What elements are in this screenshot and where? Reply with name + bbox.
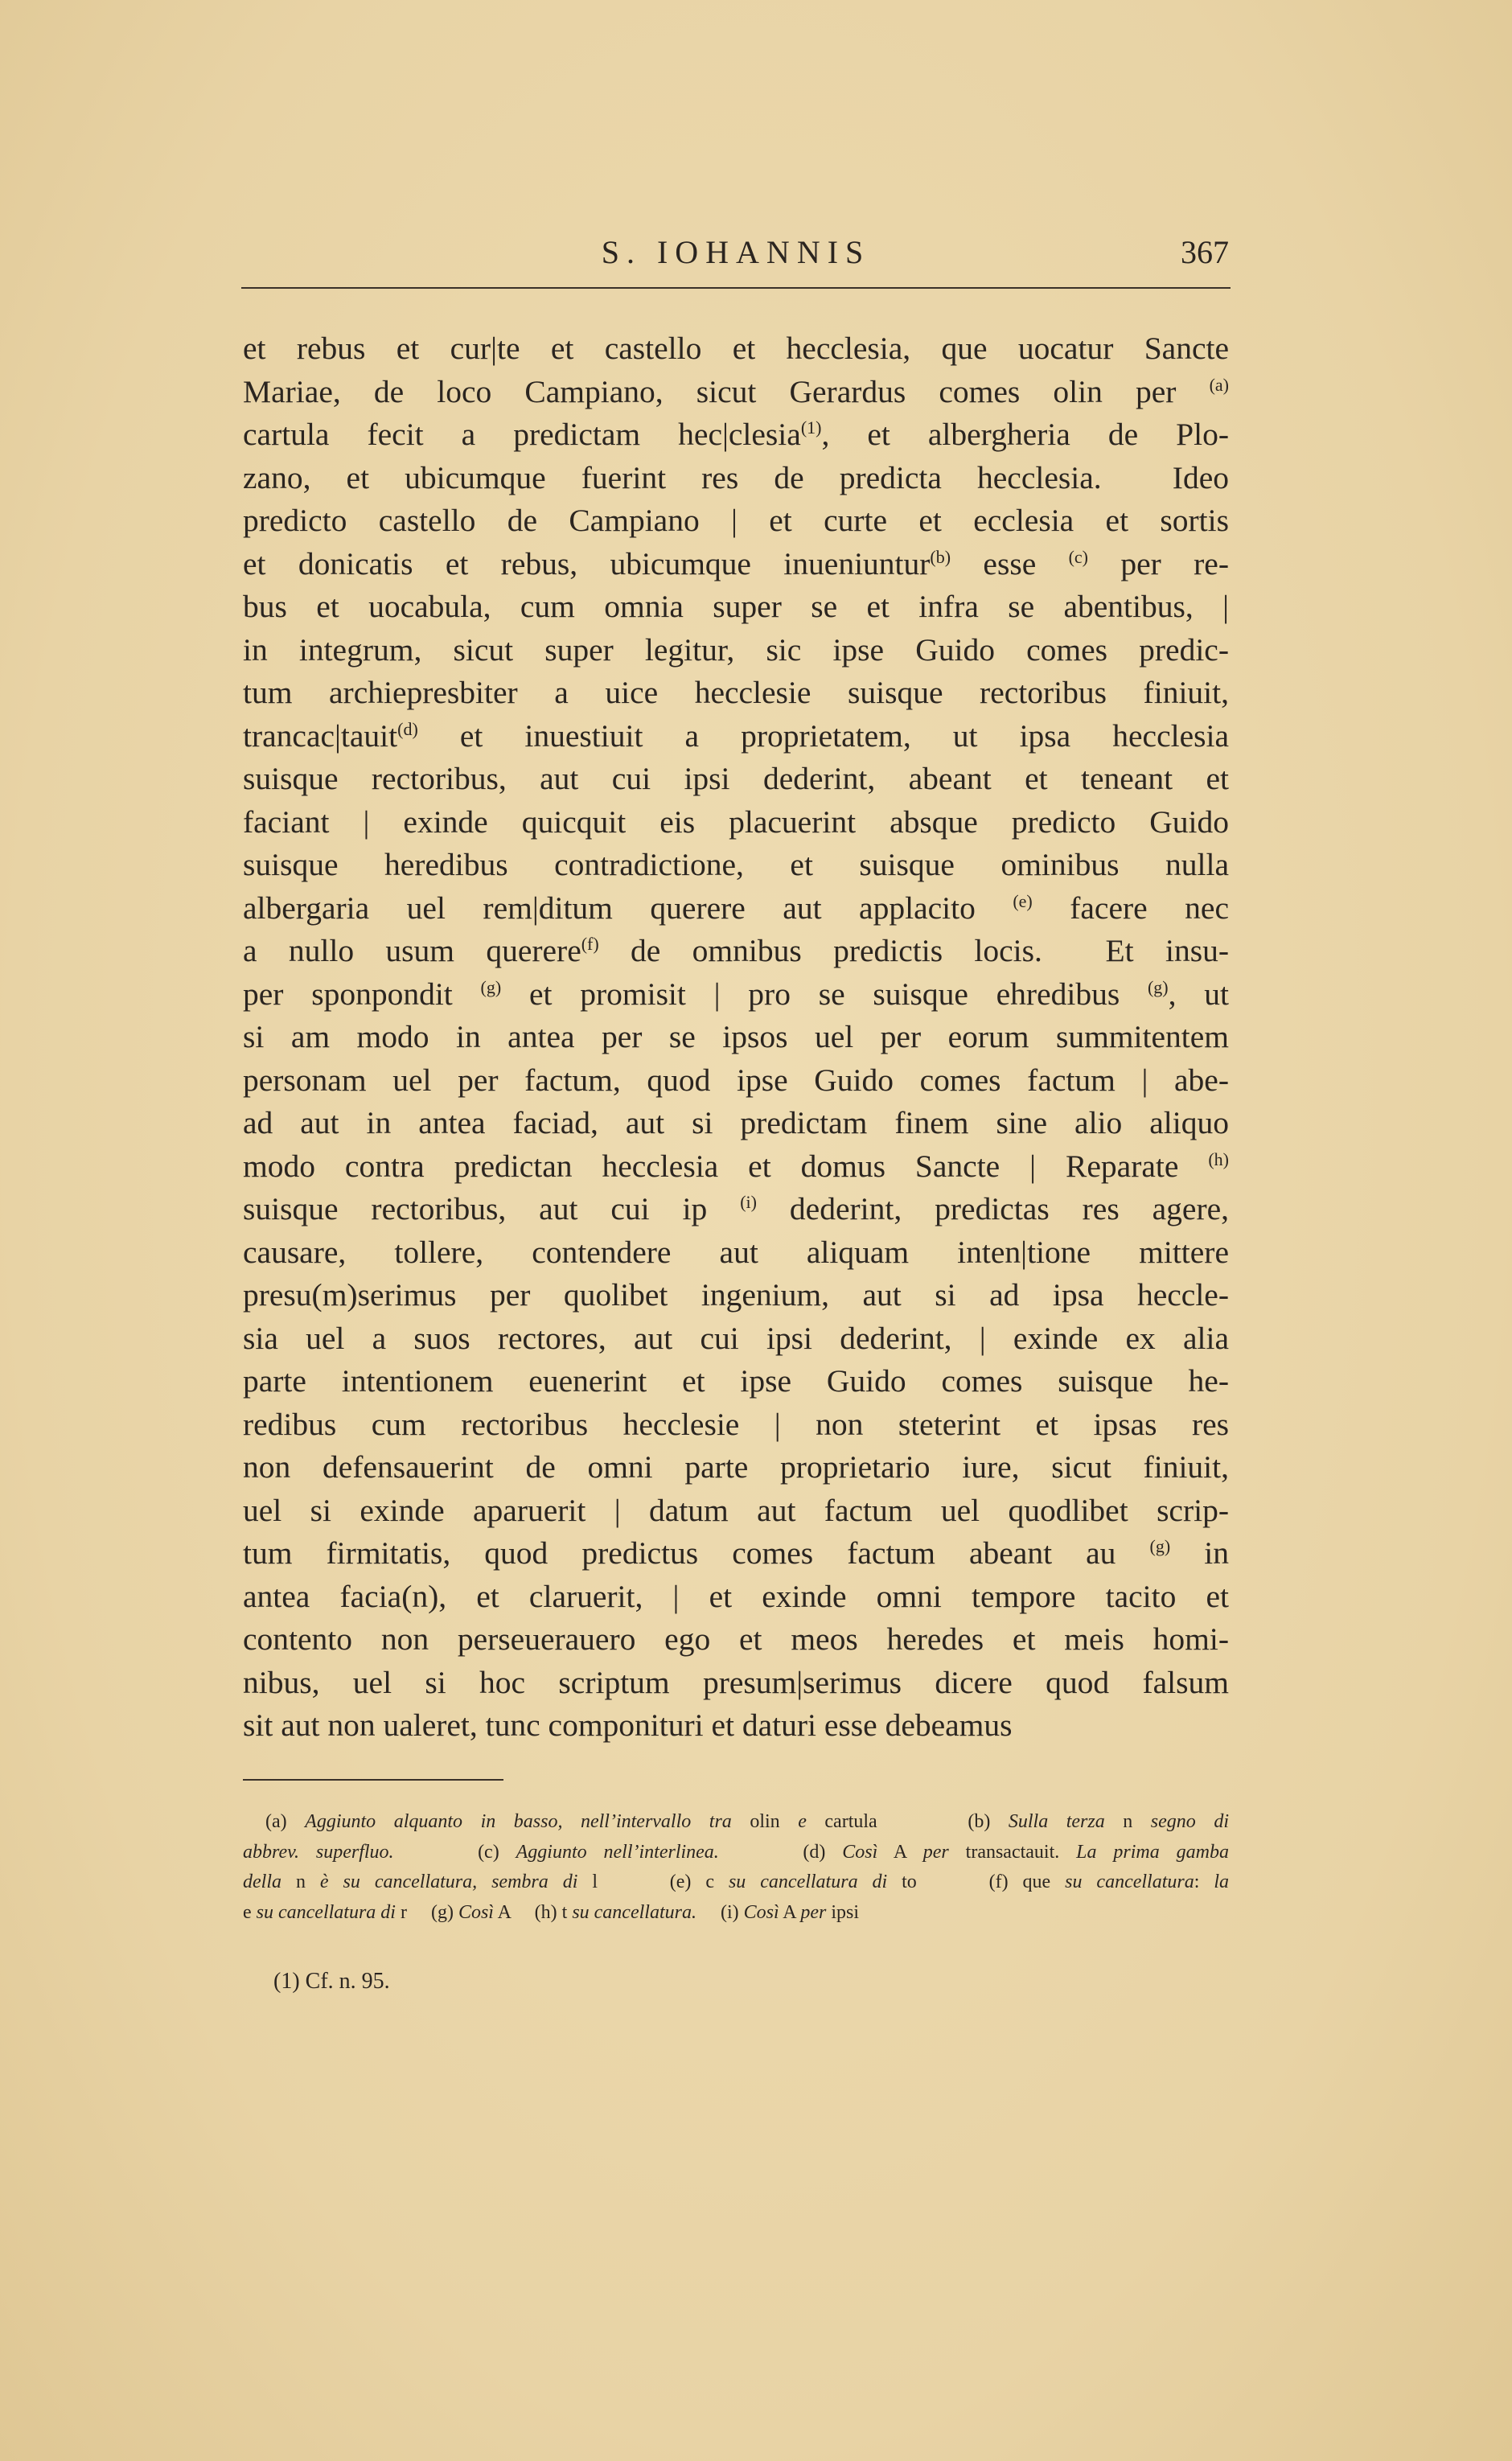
text-segment: ad aut in antea faciad, aut si predictam finem sine alio aliquo <box>243 1105 1229 1140</box>
footnote-marker: (i) <box>740 1192 757 1212</box>
text-line <box>243 630 1229 670</box>
italic-text: Così <box>458 1901 494 1923</box>
text-line <box>243 1447 1229 1487</box>
text-line <box>243 1361 1229 1401</box>
text-line <box>243 328 1229 368</box>
italic-text: la <box>1214 1871 1230 1892</box>
running-header <box>243 233 1229 273</box>
text-segment: e <box>243 1901 257 1923</box>
text-segment: zano, et ubicumque fuerint res de predicta hecclesia. Ideo <box>243 459 1229 495</box>
text-segment: modo contra predictan hecclesia et domus Sancte | Reparate <box>243 1148 1209 1184</box>
text-segment: A <box>877 1841 923 1863</box>
text-line <box>243 414 1229 454</box>
text-segment: personam uel per factum, quod ipse Guido comes factum | abe- <box>243 1062 1229 1098</box>
text-line <box>243 1318 1229 1358</box>
text-line <box>243 931 1229 971</box>
italic-text: La prima gamba <box>1076 1841 1229 1863</box>
text-line <box>243 586 1229 627</box>
editorial-note: (1) Cf. n. 95. <box>273 1969 390 1994</box>
text-segment: nibus, uel si hoc scriptum presum|serimus dicere quod falsum <box>243 1664 1229 1700</box>
text-segment: antea facia(n), et claruerit, | et exinde omni tempore tacito et <box>243 1578 1229 1614</box>
text-segment: : <box>1194 1871 1214 1892</box>
footnote-marker: (d) <box>397 718 418 739</box>
text-segment: Mariae, de loco Campiano, sicut Gerardus comes olin per <box>243 373 1210 409</box>
text-segment: esse <box>951 545 1069 581</box>
text-segment: de omnibus predictis locis. Et insu- <box>598 933 1229 968</box>
text-line <box>243 1533 1229 1573</box>
text-line <box>243 1275 1229 1315</box>
text-segment: a nullo usum querere <box>243 933 581 968</box>
text-segment: non defensauerint de omni parte proprietario iure, sicut finiuit, <box>243 1449 1229 1485</box>
text-line <box>243 974 1229 1014</box>
text-line <box>243 372 1229 412</box>
text-line <box>243 500 1229 540</box>
footnote-marker: (g) <box>1149 1536 1171 1556</box>
text-line <box>243 888 1229 928</box>
text-segment: et rebus et cur|te et castello et hecclesia, que uocatur Sancte <box>243 331 1229 366</box>
text-segment: parte intentionem euenerint et ipse Guido comes suisque he- <box>243 1363 1229 1399</box>
footnote-marker: (h) <box>1208 1148 1229 1169</box>
italic-text: è su cancellatura, sembra di <box>319 1871 578 1892</box>
text-line <box>243 672 1229 713</box>
text-segment: , ut <box>1168 976 1229 1012</box>
text-segment: sit aut non ualeret, tunc componituri et daturi esse debeamus <box>243 1707 1013 1743</box>
italic-text: della <box>243 1871 281 1892</box>
text-segment: to (f) que <box>887 1871 1066 1892</box>
italic-text: e <box>798 1811 807 1832</box>
text-segment: per re- <box>1088 545 1229 581</box>
footnote-marker: (f) <box>581 934 599 954</box>
text-segment: et promisit | pro se suisque ehredibus <box>501 976 1148 1012</box>
text-line <box>243 1189 1229 1229</box>
text-line <box>243 716 1229 756</box>
italic-text: su cancellatura. <box>572 1901 696 1923</box>
text-segment: facere nec <box>1032 889 1229 926</box>
text-line <box>243 458 1229 498</box>
italic-text: segno di <box>1150 1811 1229 1832</box>
text-segment: A <box>779 1901 801 1923</box>
text-line <box>243 1404 1229 1444</box>
footnote-line <box>243 1839 1229 1866</box>
text-segment: uel si exinde aparuerit | datum aut factum uel quodlibet scrip- <box>243 1492 1229 1528</box>
text-segment: olin <box>731 1811 799 1832</box>
italic-text: Aggiunto alquanto in basso, nell’intervallo tra <box>305 1811 732 1832</box>
text-segment: si am modo in antea per se ipsos uel per eorum summitentem <box>243 1019 1229 1054</box>
text-segment: causare, tollere, contendere aut aliquam inten|tione mittere <box>243 1234 1229 1270</box>
text-segment: cartula (b) <box>806 1811 1009 1832</box>
text-line <box>243 544 1229 584</box>
footnote-marker: (a) <box>1209 374 1229 395</box>
italic-text: per <box>922 1841 949 1863</box>
text-segment: ipsi <box>826 1901 859 1923</box>
footnote-marker: (1) <box>800 417 822 438</box>
text-line <box>243 1146 1229 1186</box>
footnote-marker: (b) <box>930 546 951 567</box>
text-segment: A (h) t <box>493 1901 573 1923</box>
text-line <box>243 844 1229 885</box>
text-segment: in integrum, sicut super legitur, sic ipse Guido comes predic- <box>243 631 1229 668</box>
text-segment: l (e) c <box>577 1871 729 1892</box>
text-segment: dederint, predictas res agere, <box>756 1191 1230 1226</box>
footnote-line <box>243 1899 1229 1926</box>
text-line <box>243 1060 1229 1100</box>
footnote-rule <box>243 1779 503 1781</box>
text-line <box>243 1705 1229 1745</box>
text-segment: tum archiepresbiter a uice hecclesie suisque rectoribus finiuit, <box>243 675 1229 710</box>
text-segment: tum firmitatis, quod predictus comes factum abeant au <box>243 1535 1150 1571</box>
text-segment: in <box>1170 1535 1229 1571</box>
text-segment: bus et uocabula, cum omnia super se et infra se abentibus, | <box>243 589 1229 624</box>
text-line <box>243 758 1229 799</box>
text-segment: n <box>1104 1811 1151 1832</box>
text-segment: faciant | exinde quicquit eis placuerint absque predicto Guido <box>243 803 1229 840</box>
text-line <box>243 1662 1229 1703</box>
italic-text: Sulla terza <box>1008 1811 1105 1832</box>
text-segment: per sponpondit <box>243 976 481 1012</box>
italic-text: Così <box>743 1901 779 1923</box>
text-segment: contento non perseuerauero ego et meos heredes et meis homi- <box>243 1621 1229 1657</box>
text-segment: suisque heredibus contradictione, et suisque ominibus nulla <box>243 847 1229 882</box>
text-segment: (d) <box>718 1841 843 1863</box>
footnote-marker: (e) <box>1013 890 1033 911</box>
text-segment: cartula fecit a predictam hec|clesia <box>243 417 801 452</box>
running-title: S. IOHANNIS <box>601 234 871 270</box>
italic-text: abbrev. superfluo. <box>243 1841 394 1863</box>
text-segment: suisque rectoribus, aut cui ipsi dederint, abeant et teneant et <box>243 761 1229 796</box>
text-segment: predicto castello de Campiano | et curte et ecclesia et sortis <box>243 503 1229 538</box>
footnote-line <box>265 1808 1229 1835</box>
text-line <box>243 1232 1229 1272</box>
text-segment: et donicatis et rebus, ubicumque inueniuntur <box>243 545 931 581</box>
footnote-marker: (g) <box>480 976 502 997</box>
text-line <box>243 1103 1229 1143</box>
text-segment: suisque rectoribus, aut cui ip <box>243 1191 741 1226</box>
text-segment: trancac|tauit <box>243 717 398 754</box>
text-segment: (a) <box>265 1811 306 1832</box>
italic-text: su cancellatura <box>1065 1871 1194 1892</box>
text-segment: transactauit. <box>948 1841 1077 1863</box>
text-segment: r (g) <box>395 1901 458 1923</box>
text-segment: presu(m)serimus per quolibet ingenium, aut si ad ipsa heccle- <box>243 1277 1229 1313</box>
text-line <box>243 1490 1229 1530</box>
text-line <box>243 1017 1229 1057</box>
italic-text: Aggiunto nell’interlinea. <box>516 1841 719 1863</box>
text-line <box>243 1619 1229 1659</box>
text-segment: (i) <box>696 1901 744 1923</box>
text-segment: albergaria uel rem|ditum querere aut applacito <box>243 889 1013 926</box>
text-segment: sia uel a suos rectores, aut cui ipsi dederint, | exinde ex alia <box>243 1320 1229 1356</box>
page-number: 367 <box>1181 234 1229 270</box>
header-rule <box>241 287 1231 289</box>
text-segment: et inuestiuit a proprietatem, ut ipsa hecclesia <box>417 717 1229 754</box>
footnote-line <box>243 1868 1229 1896</box>
text-segment: redibus cum rectoribus hecclesie | non steterint et ipsas res <box>243 1406 1229 1442</box>
text-line <box>243 802 1229 842</box>
text-segment: , et albergheria de Plo- <box>821 417 1229 452</box>
italic-text: Così <box>842 1841 878 1863</box>
italic-text: per <box>800 1901 827 1923</box>
italic-text: su cancellatura di <box>256 1901 396 1923</box>
footnote-marker: (c) <box>1068 546 1089 567</box>
text-segment: n <box>281 1871 320 1892</box>
italic-text: su cancellatura di <box>728 1871 888 1892</box>
text-line <box>243 1576 1229 1617</box>
footnote-marker: (g) <box>1147 976 1169 997</box>
text-segment: (c) <box>393 1841 516 1863</box>
